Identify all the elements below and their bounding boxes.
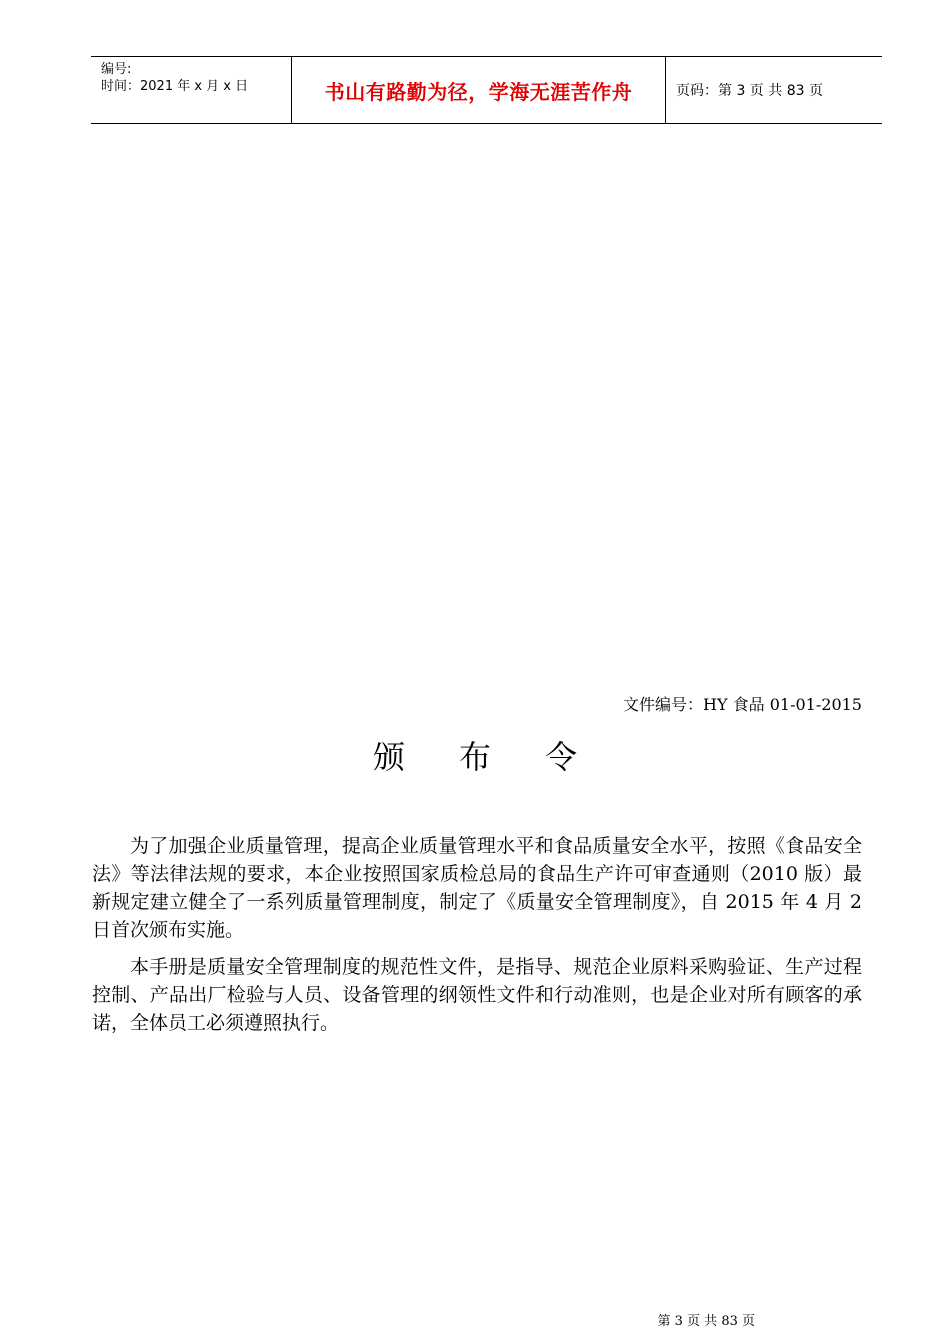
- header-meta: [91, 57, 292, 123]
- document-number-label: 编号:: [101, 62, 132, 77]
- document-title: 颁布令: [372, 738, 631, 776]
- document-date: 时间：2021 年 x 月 x 日: [101, 79, 249, 94]
- page-header: [91, 56, 882, 124]
- header-page-info: 页码：第 3 页 共 83 页: [676, 83, 823, 99]
- document-body: [92, 832, 862, 1046]
- body-paragraph: 为了加强企业质量管理，提高企业质量管理水平和食品质量安全水平，按照《食品安全法》等法律法规的要求，本企业按照国家质检总局的食品生产许可审查通则（2010 版）最新规定建立健全了一系列质量管理制度，制定了《质量安全管理制度》，自 2015 年 4 月 2 日首次颁布实施。: [92, 835, 862, 941]
- body-paragraph: 本手册是质量安全管理制度的规范性文件，是指导、规范企业原料采购验证、生产过程控制、产品出厂检验与人员、设备管理的纲领性文件和行动准则，也是企业对所有顾客的承诺，全体员工必须遵照执行。: [92, 956, 862, 1034]
- header-motto: 书山有路勤为径，学海无涯苦作舟: [292, 57, 666, 123]
- page-footer: 第 3 页 共 83 页: [657, 1314, 755, 1329]
- file-number: 文件编号：HY 食品 01-01-2015: [623, 695, 862, 714]
